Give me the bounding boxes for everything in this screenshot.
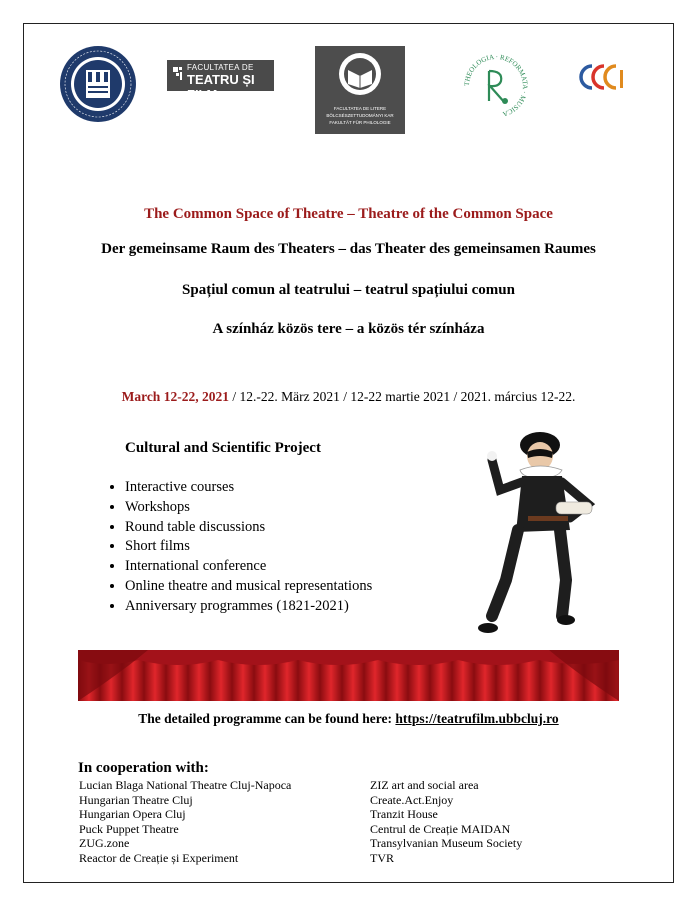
list-item: • International conference <box>125 557 372 577</box>
letters-logo-line2: BÖLCSÉSZETTUDOMÁNYI KAR <box>326 113 394 118</box>
partner-item: ZIZ art and social area <box>370 778 479 792</box>
ubb-seal-logo <box>58 44 138 124</box>
faculty-theatre-film-logo <box>167 60 274 102</box>
partner-item: Hungarian Theatre Cluj <box>79 792 193 807</box>
partner-item: ZUG.zone <box>79 836 130 851</box>
event-dates <box>0 389 697 405</box>
project-title: Cultural and Scientific Project <box>125 440 321 456</box>
partner-item: Lucian Blaga National Theatre Cluj-Napoca <box>79 778 292 792</box>
letters-logo-line1: FACULTATEA DE LITERE <box>333 106 387 111</box>
programme-link[interactable]: https://teatrufilm.ubbcluj.ro <box>395 711 559 726</box>
title-german: Der gemeinsame Raum des Theaters – das Theater des gemeinsamen Raumes <box>101 241 596 257</box>
faculty-letters-logo <box>315 46 405 134</box>
dates-english: March 12-22, 2021 <box>121 389 229 404</box>
partner-item: Tranzit House <box>370 807 438 822</box>
list-item: • Workshops <box>125 498 372 518</box>
partners-left-column <box>79 778 291 866</box>
programme-text: The detailed programme can be found here: <box>138 711 396 726</box>
partner-item: TVR <box>370 850 394 865</box>
theology-logo-text: THEOLOGIA · REFORMATA · MUSICA <box>462 52 530 119</box>
commedia-character-illustration <box>470 420 620 645</box>
partner-item: Centrul de Creație MAIDAN <box>370 821 511 836</box>
partner-item: Reactor de Creație și Experiment <box>79 850 239 865</box>
partner-item: Create.Act.Enjoy <box>370 792 454 807</box>
partner-item: Transylvanian Museum Society <box>370 836 523 851</box>
stage-curtain-banner <box>78 650 619 701</box>
dates-other-languages: / 12.-22. März 2021 / 12-22 martie 2021 / 2021. március 12-22. <box>228 389 576 404</box>
title-english: The Common Space of Theatre – Theatre of the Common Space <box>144 206 553 222</box>
cccl-logo <box>578 62 626 92</box>
list-item: • Online theatre and musical representations <box>125 577 372 597</box>
list-item: • Short films <box>125 537 372 557</box>
activities-list <box>103 478 372 617</box>
theatre-logo-line2: TEATRU ȘI FILM <box>187 72 255 102</box>
partners-right-column <box>370 778 522 866</box>
title-hungarian: A színház közös tere – a közös tér színháza <box>212 321 485 337</box>
letters-logo-line3: FAKULTÄT FÜR PHILOLOGIE <box>329 120 391 125</box>
partner-item: Hungarian Opera Cluj <box>79 807 186 822</box>
list-item: • Anniversary programmes (1821-2021) <box>125 597 372 617</box>
cooperation-title: In cooperation with: <box>78 760 209 776</box>
list-item: • Interactive courses <box>125 478 372 498</box>
partner-item: Puck Puppet Theatre <box>79 821 179 836</box>
title-romanian: Spațiul comun al teatrului – teatrul spațiului comun <box>182 282 515 298</box>
theology-music-logo <box>461 51 531 121</box>
programme-line <box>0 711 697 727</box>
list-item: • Round table discussions <box>125 518 372 538</box>
theatre-logo-line1: FACULTATEA DE <box>187 63 254 72</box>
